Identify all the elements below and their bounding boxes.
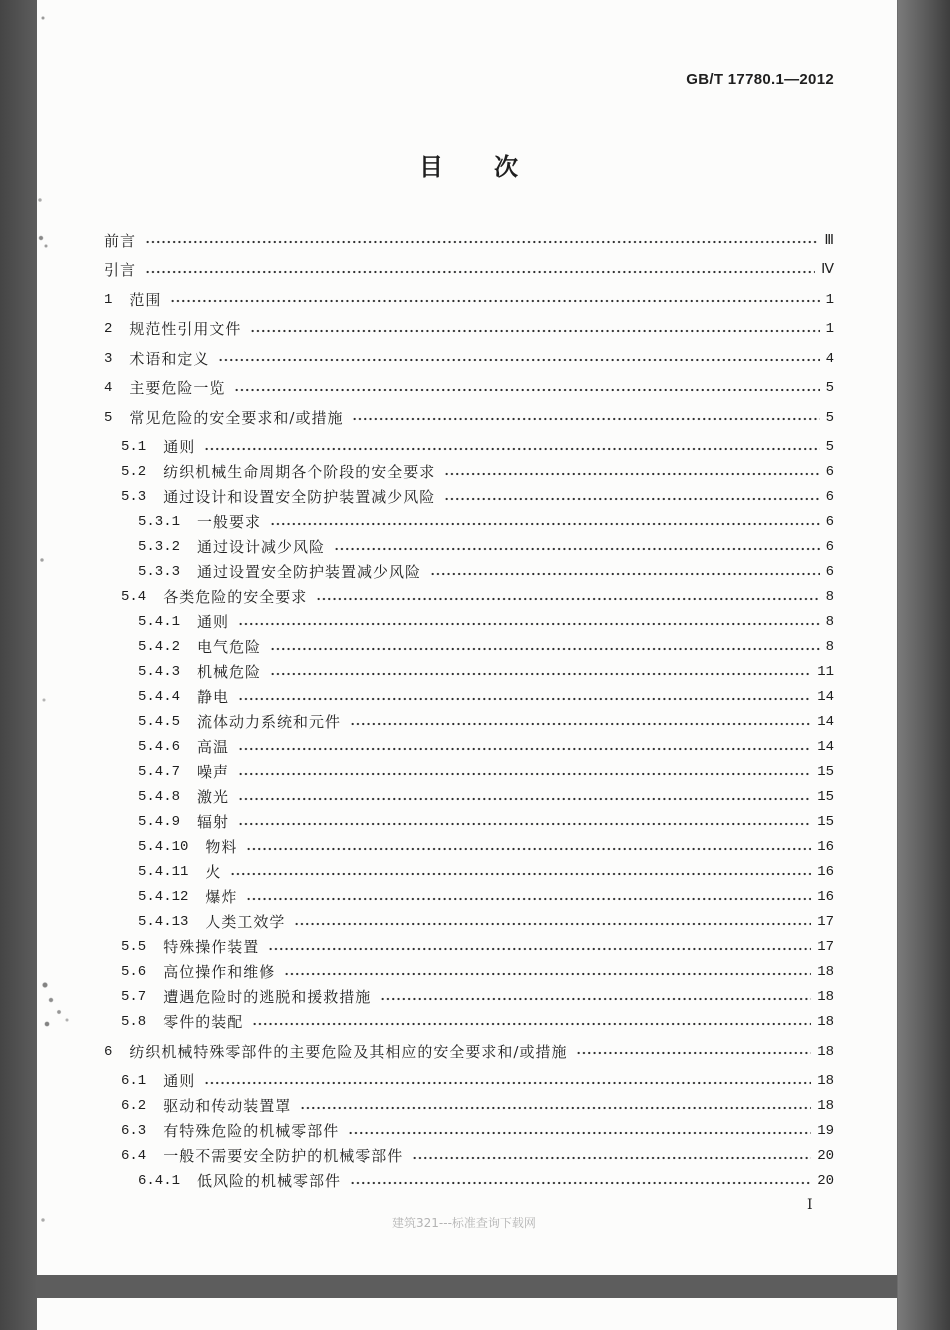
- toc-entry: [104, 985, 834, 1010]
- toc-entry-title: 通过设计减少风险: [197, 538, 326, 556]
- toc-entry-title: 术语和定义: [129, 349, 210, 368]
- toc-entry-page: 1: [825, 321, 834, 337]
- toc-dot-leader: [380, 997, 811, 1001]
- toc-dot-leader: [412, 1156, 811, 1160]
- toc-entry-page: 19: [817, 1123, 834, 1139]
- toc-entry-title: 主要危险一览: [129, 379, 226, 397]
- toc-entry: [104, 935, 834, 960]
- toc-entry: [104, 785, 834, 810]
- toc-dot-leader: [238, 797, 811, 801]
- toc-entry-title: 范围: [129, 290, 162, 309]
- toc-entry-number: 5.4.7: [138, 764, 181, 780]
- toc-entry-title: 通过设置安全防护装置减少风险: [197, 563, 422, 581]
- toc-dot-leader: [170, 299, 819, 303]
- toc-entry: [104, 635, 834, 660]
- toc-entry-number: 5.4.4: [138, 689, 181, 705]
- toc-entry-title: 低风险的机械零部件: [197, 1172, 342, 1190]
- toc-dot-leader: [238, 822, 811, 826]
- toc-entry-title: 纺织机械特殊零部件的主要危险及其相应的安全要求和/或措施: [129, 1042, 568, 1061]
- toc-entry-number: 6.4.1: [138, 1173, 181, 1189]
- toc-entry-page: 4: [825, 350, 834, 367]
- toc-dot-leader: [145, 270, 815, 274]
- toc-dot-leader: [238, 747, 811, 751]
- toc-entry: [104, 229, 834, 254]
- toc-entry-title: 纺织机械生命周期各个阶段的安全要求: [163, 463, 436, 481]
- toc-dot-leader: [238, 772, 811, 776]
- toc-dot-leader: [270, 522, 820, 526]
- toc-entry-page: 6: [825, 539, 834, 555]
- toc-dot-leader: [284, 972, 811, 976]
- toc-entry-number: 5.7: [121, 989, 147, 1005]
- toc-entry-page: 6: [825, 514, 834, 530]
- toc-dot-leader: [352, 417, 819, 421]
- toc-entry: [104, 685, 834, 710]
- toc-dot-leader: [444, 472, 819, 476]
- toc-dot-leader: [270, 672, 811, 676]
- toc-dot-leader: [268, 947, 811, 951]
- toc-entry: [104, 460, 834, 485]
- toc-entry: [104, 585, 834, 610]
- toc-entry-title: 规范性引用文件: [129, 320, 242, 338]
- toc-entry-number: 5.4.1: [138, 614, 181, 630]
- toc-entry-page: 8: [825, 589, 834, 605]
- watermark: 建筑321---标准查询下载网: [392, 1216, 536, 1230]
- toc-entry-page: 18: [817, 1043, 834, 1060]
- toc-entry-page: Ⅳ: [821, 262, 834, 278]
- toc-entry-title: 引言: [104, 261, 137, 279]
- toc-entry-title: 各类危险的安全要求: [163, 588, 308, 606]
- toc-entry: [104, 660, 834, 685]
- toc-dot-leader: [350, 722, 811, 726]
- toc-entry-page: 14: [817, 689, 834, 705]
- toc-dot-leader: [270, 647, 820, 651]
- toc-entry-title: 噪声: [197, 763, 230, 781]
- toc-entry-page: 15: [817, 764, 834, 780]
- toc-dot-leader: [238, 697, 811, 701]
- toc-entry-number: 5.4.11: [138, 864, 189, 880]
- toc-entry-page: 20: [817, 1148, 834, 1164]
- toc-entry-number: 5.2: [121, 464, 147, 480]
- toc-dot-leader: [350, 1181, 811, 1185]
- toc-entry: [104, 510, 834, 535]
- toc-entry: [104, 760, 834, 785]
- toc-entry-page: 16: [817, 839, 834, 855]
- toc-entry-number: 5.4.9: [138, 814, 181, 830]
- toc-dot-leader: [204, 1081, 811, 1085]
- toc-entry-title: 零件的装配: [163, 1013, 244, 1031]
- toc-entry-title: 电气危险: [197, 638, 262, 656]
- toc-entry-page: 16: [817, 889, 834, 905]
- toc-entry-number: 6.1: [121, 1073, 147, 1089]
- toc-entry: [104, 258, 834, 283]
- toc-entry-title: 通则: [163, 438, 196, 456]
- scan-noise: [37, 0, 82, 1275]
- toc-entry-page: 17: [817, 939, 834, 955]
- toc-entry-page: 14: [817, 739, 834, 755]
- toc-entry-number: 5: [104, 409, 113, 426]
- toc-entry-title: 爆炸: [205, 888, 238, 906]
- toc-dot-leader: [294, 922, 811, 926]
- toc-entry-number: 5.6: [121, 964, 147, 980]
- toc-entry: [104, 860, 834, 885]
- toc-entry-page: 6: [825, 464, 834, 480]
- toc-entry-page: 18: [817, 1014, 834, 1030]
- toc-entry-page: 18: [817, 1073, 834, 1089]
- toc-entry-number: 5.4.5: [138, 714, 181, 730]
- toc-dot-leader: [334, 547, 820, 551]
- toc-entry-number: 5.8: [121, 1014, 147, 1030]
- standard-code-header: GB/T 17780.1—2012: [686, 71, 834, 88]
- toc-entry-page: 17: [817, 914, 834, 930]
- toc-dot-leader: [238, 622, 820, 626]
- toc-entry-title: 物料: [205, 838, 238, 856]
- toc-entry-number: 5.4.6: [138, 739, 181, 755]
- page-title: 目 次: [419, 152, 532, 181]
- toc-entry: [104, 485, 834, 510]
- toc-dot-leader: [230, 872, 811, 876]
- toc-dot-leader: [145, 240, 818, 244]
- toc-entry: [104, 960, 834, 985]
- toc-entry: [104, 610, 834, 635]
- toc-dot-leader: [576, 1051, 811, 1055]
- toc-entry-title: 火: [205, 863, 222, 881]
- toc-entry-page: 18: [817, 964, 834, 980]
- toc-entry-page: 5: [825, 380, 834, 396]
- toc-entry-title: 流体动力系统和元件: [197, 713, 342, 731]
- toc-entry-title: 通则: [197, 613, 230, 631]
- toc-entry-page: 1: [825, 291, 834, 308]
- toc-dot-leader: [444, 497, 819, 501]
- toc-entry-page: 15: [817, 789, 834, 805]
- toc-entry-page: 15: [817, 814, 834, 830]
- toc-dot-leader: [348, 1131, 811, 1135]
- toc-dot-leader: [234, 388, 819, 392]
- toc-entry-title: 激光: [197, 788, 230, 806]
- toc-entry-page: 11: [817, 664, 834, 680]
- toc-entry: [104, 317, 834, 342]
- toc-entry-title: 辐射: [197, 813, 230, 831]
- toc-entry-number: 6.2: [121, 1098, 147, 1114]
- toc-dot-leader: [430, 572, 820, 576]
- toc-entry-page: 6: [825, 489, 834, 505]
- toc-entry-title: 高位操作和维修: [163, 963, 276, 981]
- toc-entry: [104, 347, 834, 372]
- toc-entry: [104, 910, 834, 935]
- toc-entry: [104, 376, 834, 401]
- toc-entry-number: 2: [104, 321, 113, 337]
- toc-entry: [104, 1119, 834, 1144]
- toc-entry-number: 5.4: [121, 589, 147, 605]
- toc-dot-leader: [250, 329, 819, 333]
- toc-entry-page: 20: [817, 1173, 834, 1189]
- toc-entry-page: 18: [817, 1098, 834, 1114]
- page-number: I: [807, 1197, 813, 1213]
- toc-entry-page: Ⅲ: [824, 232, 834, 249]
- toc-entry: [104, 735, 834, 760]
- toc-entry-title: 通过设计和设置安全防护装置减少风险: [163, 488, 436, 506]
- toc-dot-leader: [218, 358, 819, 362]
- toc-dot-leader: [246, 897, 811, 901]
- toc-entry-title: 驱动和传动装置罩: [163, 1097, 292, 1115]
- toc-entry-number: 5.3: [121, 489, 147, 505]
- toc-entry-number: 6.4: [121, 1148, 147, 1164]
- toc-dot-leader: [246, 847, 811, 851]
- toc-entry-title: 前言: [104, 231, 137, 250]
- toc-entry: [104, 810, 834, 835]
- toc-entry-page: 16: [817, 864, 834, 880]
- toc-entry-title: 有特殊危险的机械零部件: [163, 1122, 340, 1140]
- toc-entry: [104, 1069, 834, 1094]
- toc-entry-page: 8: [825, 614, 834, 630]
- toc-entry-page: 5: [825, 439, 834, 455]
- toc-entry-page: 8: [825, 639, 834, 655]
- toc-entry-number: 5.4.2: [138, 639, 181, 655]
- toc-dot-leader: [252, 1022, 811, 1026]
- toc-entry-title: 高温: [197, 738, 230, 756]
- toc-entry-title: 遭遇危险时的逃脱和援救措施: [163, 988, 372, 1006]
- toc-entry: [104, 1144, 834, 1169]
- toc-entry-number: 4: [104, 380, 113, 396]
- toc-entry-title: 静电: [197, 688, 230, 706]
- toc-entry: [104, 560, 834, 585]
- table-of-contents: [104, 224, 834, 1194]
- toc-entry-page: 18: [817, 989, 834, 1005]
- toc-entry-number: 6: [104, 1043, 113, 1060]
- toc-entry-title: 机械危险: [197, 663, 262, 681]
- toc-entry-number: 5.5: [121, 939, 147, 955]
- toc-entry-title: 特殊操作装置: [163, 938, 260, 956]
- toc-entry-number: 1: [104, 291, 113, 308]
- toc-entry-number: 5.3.3: [138, 564, 181, 580]
- toc-entry-number: 5.4.10: [138, 839, 189, 855]
- toc-entry: [104, 885, 834, 910]
- toc-entry-number: 5.1: [121, 439, 147, 455]
- toc-entry-title: 通则: [163, 1072, 196, 1090]
- toc-entry-number: 3: [104, 350, 113, 367]
- toc-entry-title: 一般要求: [197, 513, 262, 531]
- toc-entry-number: 5.4.13: [138, 914, 189, 930]
- toc-entry: [104, 435, 834, 460]
- toc-entry-number: 5.3.1: [138, 514, 181, 530]
- next-document-page: [37, 1298, 897, 1330]
- toc-entry-page: 14: [817, 714, 834, 730]
- toc-entry: [104, 288, 834, 313]
- toc-entry-number: 5.3.2: [138, 539, 181, 555]
- toc-dot-leader: [204, 447, 819, 451]
- toc-entry-number: 5.4.8: [138, 789, 181, 805]
- toc-entry: [104, 835, 834, 860]
- toc-entry: [104, 710, 834, 735]
- toc-dot-leader: [300, 1106, 811, 1110]
- toc-entry: [104, 406, 834, 431]
- toc-dot-leader: [316, 597, 819, 601]
- toc-entry-page: 6: [825, 564, 834, 580]
- toc-entry: [104, 535, 834, 560]
- toc-entry-title: 一般不需要安全防护的机械零部件: [163, 1147, 404, 1165]
- toc-entry-number: 6.3: [121, 1123, 147, 1139]
- toc-entry: [104, 1094, 834, 1119]
- toc-entry-number: 5.4.12: [138, 889, 189, 905]
- toc-entry: [104, 1169, 834, 1194]
- toc-entry-page: 5: [825, 409, 834, 426]
- toc-entry-title: 常见危险的安全要求和/或措施: [129, 408, 344, 427]
- toc-entry: [104, 1010, 834, 1035]
- toc-entry-number: 5.4.3: [138, 664, 181, 680]
- toc-entry-title: 人类工效学: [205, 913, 286, 931]
- toc-entry: [104, 1040, 834, 1065]
